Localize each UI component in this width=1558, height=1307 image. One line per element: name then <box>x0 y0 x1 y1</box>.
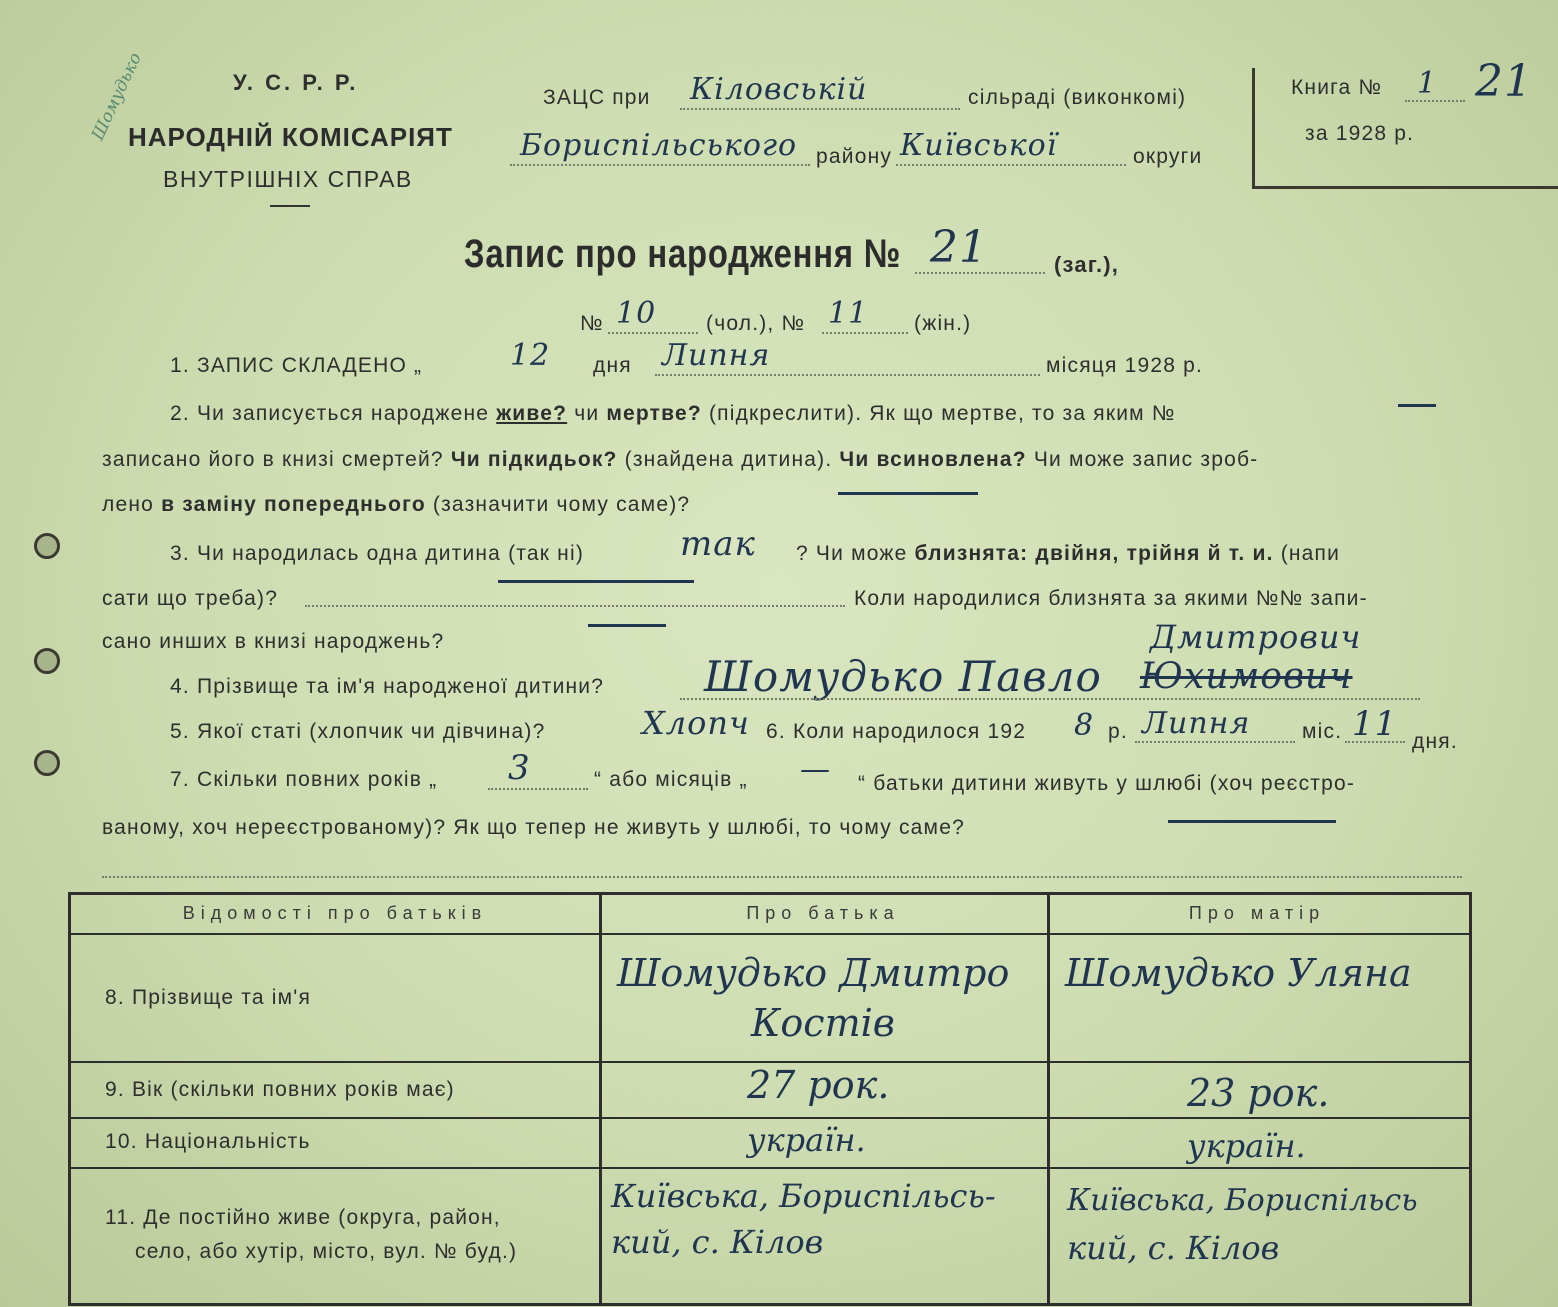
female-label: (жін.) <box>914 312 972 335</box>
q2-foundling: Чи підкидьок? <box>450 448 618 471</box>
q7-text-c: “ батьки дитини живуть у шлюбі (хоч реєстро- <box>858 772 1356 795</box>
dotted-line <box>608 332 698 334</box>
q6-year-digit: 8 <box>1074 708 1095 743</box>
dash-answer <box>588 624 666 627</box>
table-header: Відомості про батьків <box>182 903 488 923</box>
q2-line1 <box>170 402 1176 426</box>
q6-month: Липня <box>1142 706 1251 741</box>
table-row-label: 9. Вік (скільки повних років має) <box>105 1078 455 1101</box>
q2-text-c: (підкреслити). Як що мертве, то за яким № <box>708 402 1176 425</box>
q5-label: 5. Якої статі (хлопчик чи дівчина)? <box>170 720 546 743</box>
dotted-line <box>1135 741 1295 743</box>
book-label: Книга № <box>1291 76 1383 99</box>
okrug-label: округи <box>1133 145 1203 168</box>
q2-text-a: 2. Чи записується народжене <box>170 402 490 425</box>
q3-twins: близнята: <box>914 542 1029 565</box>
q4-name: Шомудько Павло <box>704 652 1102 701</box>
table-row-label: 11. Де постійно живе (округа, район, <box>105 1206 501 1229</box>
dotted-line <box>102 876 1462 878</box>
q2-replace: в заміну попереднього <box>161 493 426 516</box>
q3-line1-rest <box>796 542 1340 566</box>
book-number: 1 <box>1417 66 1438 101</box>
father-age: 27 рок. <box>747 1063 890 1107</box>
q3-text-g: сано инших в книзі народжень? <box>102 630 445 653</box>
q7-text-d: ваному, хоч нереєстрованому)? Як що тепер не живуть у шлюбі, то чому саме? <box>102 816 965 839</box>
parents-table <box>68 892 1472 1306</box>
q7-months: — <box>800 752 831 787</box>
q2-text-e: (знайдена дитина). <box>624 448 833 471</box>
q3-answer: так <box>680 524 756 564</box>
record-number: 21 <box>930 222 988 273</box>
q3-text-a: 3. Чи народилась одна дитина (так ні) <box>170 542 585 565</box>
book-box <box>1252 56 1558 189</box>
mother-nationality: україн. <box>1187 1127 1306 1165</box>
mother-age: 23 рок. <box>1187 1071 1330 1115</box>
q2-dead: мертве? <box>606 402 702 425</box>
q1-day: 12 <box>510 338 551 373</box>
q1-label: 1. ЗАПИС СКЛАДЕНО „ <box>170 354 423 377</box>
dash-answer <box>498 580 694 583</box>
q4-label: 4. Прізвище та ім'я народженої дитини? <box>170 675 605 698</box>
q6-year-suffix: р. <box>1108 720 1128 743</box>
q3-text-f: Коли народилися близнята за якими №№ запи- <box>854 587 1368 610</box>
dotted-line <box>915 272 1045 274</box>
dash-answer <box>1398 404 1436 407</box>
q2-adopted: Чи всиновлена? <box>839 448 1027 471</box>
q1-month: Липня <box>662 338 771 373</box>
q6-day: 11 <box>1352 704 1398 744</box>
book-year: за 1928 р. <box>1305 122 1415 145</box>
father-residence-2: кий, с. Кілов <box>611 1223 824 1261</box>
q3-text-c: двійня, трійня й т. и. <box>1035 542 1274 565</box>
q2-line2 <box>102 448 1258 472</box>
q4-patronymic-struck: Юхимович <box>1140 656 1353 697</box>
male-number: 10 <box>616 296 657 331</box>
table-header: Про матір <box>1188 903 1326 923</box>
punch-hole <box>34 533 60 559</box>
q3-text-e: сати що треба)? <box>102 587 279 610</box>
mother-residence: Київська, Бориспільсь <box>1067 1183 1418 1218</box>
q4-patronymic: Дмитрович <box>1150 618 1362 656</box>
table-row-label: село, або хутір, місто, вул. № буд.) <box>135 1240 518 1263</box>
mother-name: Шомудько Уляна <box>1065 951 1412 995</box>
q3-text-d: (напи <box>1280 542 1341 565</box>
table-row-divider <box>71 1167 1469 1169</box>
dotted-line <box>655 374 1040 376</box>
female-number: 11 <box>828 296 869 331</box>
punch-hole <box>34 648 60 674</box>
q2-text-h: (зазначити чому саме)? <box>432 493 691 516</box>
dash-answer <box>838 492 978 495</box>
q2-text-b: чи <box>574 402 600 425</box>
margin-stamp: Шомудько <box>88 49 146 144</box>
punch-hole <box>34 750 60 776</box>
dotted-line <box>680 698 1420 700</box>
dotted-line <box>822 332 908 334</box>
table-row-divider <box>71 1117 1469 1119</box>
zags-prefix: ЗАЦС при <box>543 86 651 109</box>
male-no-label: № <box>580 312 604 335</box>
table-column-divider <box>599 895 602 1303</box>
male-label: (чол.), № <box>706 312 806 335</box>
father-nationality: україн. <box>747 1121 866 1159</box>
zags-council: Кіловській <box>690 72 868 107</box>
q6-label: 6. Коли народилося 192 <box>766 720 1027 743</box>
q6-month-label: міс. <box>1302 720 1343 743</box>
table-row-label: 8. Прізвище та ім'я <box>105 986 312 1009</box>
dotted-line <box>510 164 810 166</box>
okrug-name: Київської <box>900 128 1058 163</box>
q6-day-label: дня. <box>1412 730 1458 753</box>
dotted-line <box>305 605 845 607</box>
record-general-label: (заг.), <box>1054 252 1120 277</box>
q7-text-a: 7. Скільки повних років „ <box>170 768 438 791</box>
zags-suffix: сільраді (виконкомі) <box>968 86 1187 109</box>
table-row-label: 10. Національність <box>105 1130 311 1153</box>
state-name: У. С. Р. Р. <box>233 70 359 95</box>
q2-text-d: записано його в книзі смертей? <box>102 448 444 471</box>
dotted-line <box>1405 100 1465 102</box>
dash-answer <box>1168 820 1336 823</box>
q7-text-b: “ або місяців „ <box>594 768 748 791</box>
q1-tail: місяця 1928 р. <box>1046 354 1204 377</box>
table-column-divider <box>1047 895 1050 1303</box>
father-name: Шомудько Дмитро <box>617 951 1010 995</box>
table-row-divider <box>71 933 1469 935</box>
q2-line3 <box>102 493 690 517</box>
mother-residence-2: кий, с. Кілов <box>1067 1229 1280 1267</box>
department-name: ВНУТРІШНІХ СПРАВ <box>163 166 413 192</box>
q2-text-f: Чи може запис зроб- <box>1033 448 1259 471</box>
q3-text-b: ? Чи може <box>796 542 908 565</box>
q2-alive: живе? <box>496 402 568 425</box>
dotted-line <box>488 788 588 790</box>
district-name: Бориспільського <box>520 128 798 163</box>
dotted-line <box>896 164 1126 166</box>
district-label: району <box>816 145 893 168</box>
q7-years: 3 <box>508 748 531 788</box>
father-name-2: Костів <box>751 1001 895 1045</box>
q5-answer: Хлопч <box>642 704 750 742</box>
dotted-line <box>1345 741 1405 743</box>
table-header: Про батька <box>746 903 900 923</box>
q2-text-g: лено <box>102 493 155 516</box>
divider <box>270 205 310 207</box>
record-title: Запис про народження № <box>464 232 902 276</box>
father-residence: Київська, Бориспільсь- <box>611 1177 996 1215</box>
commissariat-name: НАРОДНІЙ КОМІСАРІЯТ <box>128 122 453 152</box>
book-note: 21 <box>1475 56 1533 107</box>
q1-day-suffix: дня <box>593 354 632 377</box>
dotted-line <box>680 108 960 110</box>
